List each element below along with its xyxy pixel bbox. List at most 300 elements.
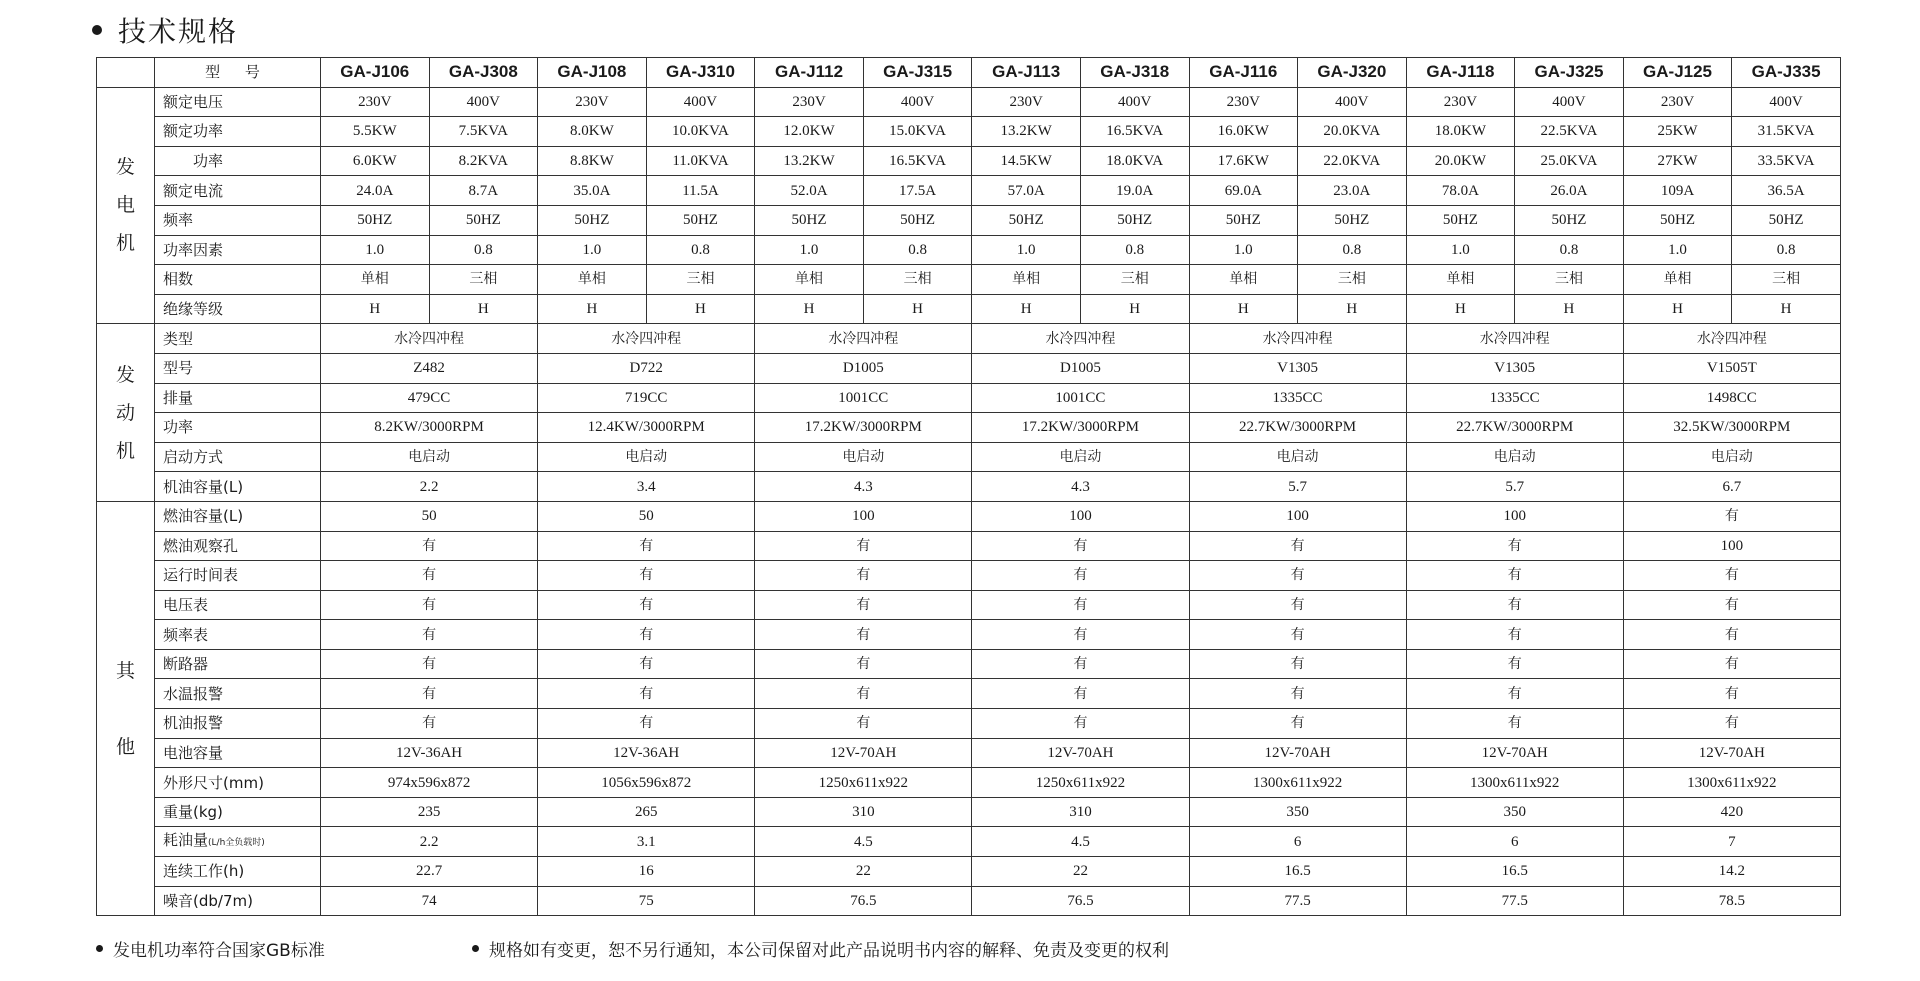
- value-cell: 12V-36AH: [538, 738, 755, 768]
- value-cell: 35.0A: [538, 176, 647, 206]
- value-cell: 16.5KVA: [1080, 117, 1189, 147]
- value-cell: 719CC: [538, 383, 755, 413]
- value-cell: 19.0A: [1080, 176, 1189, 206]
- value-cell: 有: [538, 709, 755, 739]
- value-cell: 109A: [1623, 176, 1732, 206]
- value-cell: 400V: [1515, 87, 1624, 117]
- table-row: [97, 738, 1841, 768]
- value-cell: 单相: [972, 265, 1081, 295]
- value-cell: 400V: [429, 87, 538, 117]
- row-label: [155, 886, 321, 916]
- table-row: [97, 590, 1841, 620]
- value-cell: 有: [1406, 561, 1623, 591]
- value-cell: 3.4: [538, 472, 755, 502]
- value-cell: 13.2KW: [972, 117, 1081, 147]
- table-row: [97, 117, 1841, 147]
- value-cell: 三相: [646, 265, 755, 295]
- value-cell: 5.7: [1406, 472, 1623, 502]
- footnote: [472, 936, 1169, 961]
- table-row: [97, 709, 1841, 739]
- row-label: [155, 857, 321, 887]
- model-name: GA-J318: [1080, 58, 1189, 88]
- table-row: [97, 561, 1841, 591]
- value-cell: 三相: [1298, 265, 1407, 295]
- value-cell: 12V-70AH: [755, 738, 972, 768]
- value-cell: 水冷四冲程: [1406, 324, 1623, 354]
- value-cell: 单相: [1189, 265, 1298, 295]
- value-cell: H: [755, 294, 864, 324]
- value-cell: 16.0KW: [1189, 117, 1298, 147]
- value-cell: 有: [321, 620, 538, 650]
- value-cell: 有: [1623, 561, 1840, 591]
- row-label: [155, 117, 321, 147]
- value-cell: 有: [972, 709, 1189, 739]
- value-cell: 26.0A: [1515, 176, 1624, 206]
- value-cell: 78.0A: [1406, 176, 1515, 206]
- value-cell: 4.3: [755, 472, 972, 502]
- table-row: [97, 857, 1841, 887]
- page-title-text: 技术规格: [118, 15, 239, 48]
- value-cell: 12.4KW/3000RPM: [538, 413, 755, 443]
- value-cell: 2.2: [321, 827, 538, 857]
- value-cell: 24.0A: [321, 176, 430, 206]
- value-cell: 单相: [1623, 265, 1732, 295]
- row-label-text: 功率: [193, 152, 224, 171]
- value-cell: 12V-70AH: [972, 738, 1189, 768]
- model-name: GA-J106: [321, 58, 430, 88]
- value-cell: 14.2: [1623, 857, 1840, 887]
- table-row: [97, 383, 1841, 413]
- value-cell: 三相: [1732, 265, 1841, 295]
- value-cell: 有: [321, 531, 538, 561]
- value-cell: 75: [538, 886, 755, 916]
- value-cell: V1305: [1189, 353, 1406, 383]
- value-cell: 三相: [863, 265, 972, 295]
- value-cell: 1.0: [1189, 235, 1298, 265]
- value-cell: 有: [1406, 679, 1623, 709]
- value-cell: 1.0: [321, 235, 430, 265]
- value-cell: 69.0A: [1189, 176, 1298, 206]
- row-label: [155, 146, 321, 176]
- value-cell: 230V: [1189, 87, 1298, 117]
- value-cell: 18.0KW: [1406, 117, 1515, 147]
- bullet-icon: [96, 945, 103, 952]
- value-cell: 230V: [1406, 87, 1515, 117]
- row-label-text: 连续工作(h): [163, 862, 245, 881]
- value-cell: 8.2KW/3000RPM: [321, 413, 538, 443]
- value-cell: 230V: [972, 87, 1081, 117]
- value-cell: 50HZ: [1080, 205, 1189, 235]
- generator-section-label: 发 电 机: [97, 87, 155, 324]
- value-cell: 400V: [1080, 87, 1189, 117]
- value-cell: V1505T: [1623, 353, 1840, 383]
- value-cell: 有: [755, 620, 972, 650]
- value-cell: 6: [1189, 827, 1406, 857]
- value-cell: 单相: [538, 265, 647, 295]
- value-cell: 11.5A: [646, 176, 755, 206]
- value-cell: 50HZ: [1298, 205, 1407, 235]
- value-cell: 50HZ: [1623, 205, 1732, 235]
- row-label: [155, 590, 321, 620]
- row-label-text: 耗油量: [163, 831, 209, 850]
- value-cell: 25KW: [1623, 117, 1732, 147]
- value-cell: 76.5: [972, 886, 1189, 916]
- row-label: [155, 501, 321, 531]
- value-cell: D722: [538, 353, 755, 383]
- row-label: [155, 265, 321, 295]
- value-cell: 有: [538, 620, 755, 650]
- value-cell: 1056x596x872: [538, 768, 755, 798]
- value-cell: 16: [538, 857, 755, 887]
- value-cell: H: [1623, 294, 1732, 324]
- value-cell: 1335CC: [1406, 383, 1623, 413]
- value-cell: H: [321, 294, 430, 324]
- value-cell: 22.5KVA: [1515, 117, 1624, 147]
- value-cell: H: [863, 294, 972, 324]
- model-name: GA-J116: [1189, 58, 1298, 88]
- value-cell: 0.8: [1080, 235, 1189, 265]
- value-cell: 1300x611x922: [1406, 768, 1623, 798]
- value-cell: 有: [321, 590, 538, 620]
- value-cell: 三相: [1515, 265, 1624, 295]
- value-cell: 12V-70AH: [1406, 738, 1623, 768]
- value-cell: 230V: [538, 87, 647, 117]
- value-cell: 0.8: [429, 235, 538, 265]
- value-cell: 1.0: [538, 235, 647, 265]
- value-cell: 0.8: [1732, 235, 1841, 265]
- model-name: GA-J308: [429, 58, 538, 88]
- value-cell: 17.2KW/3000RPM: [972, 413, 1189, 443]
- value-cell: 100: [1406, 501, 1623, 531]
- model-name: GA-J315: [863, 58, 972, 88]
- row-label: [155, 797, 321, 827]
- row-label: [155, 324, 321, 354]
- value-cell: 电启动: [321, 442, 538, 472]
- value-cell: 8.2KVA: [429, 146, 538, 176]
- value-cell: 57.0A: [972, 176, 1081, 206]
- value-cell: 33.5KVA: [1732, 146, 1841, 176]
- value-cell: 电启动: [538, 442, 755, 472]
- value-cell: 20.0KVA: [1298, 117, 1407, 147]
- value-cell: 有: [972, 649, 1189, 679]
- value-cell: 1250x611x922: [755, 768, 972, 798]
- value-cell: 17.2KW/3000RPM: [755, 413, 972, 443]
- spec-table: [96, 57, 1841, 916]
- value-cell: 1.0: [972, 235, 1081, 265]
- value-cell: 18.0KVA: [1080, 146, 1189, 176]
- table-row: [97, 649, 1841, 679]
- value-cell: 有: [755, 590, 972, 620]
- value-cell: 50: [538, 501, 755, 531]
- value-cell: 22.7: [321, 857, 538, 887]
- value-cell: 12V-70AH: [1189, 738, 1406, 768]
- table-row: [97, 501, 1841, 531]
- model-name: GA-J125: [1623, 58, 1732, 88]
- bullet-icon: [472, 945, 479, 952]
- row-label-text: 燃油观察孔: [163, 536, 239, 555]
- value-cell: H: [1080, 294, 1189, 324]
- value-cell: 100: [755, 501, 972, 531]
- value-cell: 有: [538, 679, 755, 709]
- row-label-text: 重量(kg): [163, 803, 223, 822]
- value-cell: 50HZ: [863, 205, 972, 235]
- page-title: [92, 10, 238, 50]
- row-label: [155, 531, 321, 561]
- row-label-text: 电压表: [163, 595, 209, 614]
- value-cell: 17.6KW: [1189, 146, 1298, 176]
- model-name: GA-J118: [1406, 58, 1515, 88]
- table-row: [97, 472, 1841, 502]
- value-cell: 单相: [755, 265, 864, 295]
- value-cell: 有: [755, 531, 972, 561]
- row-label-note: (L/h全负载时): [208, 838, 265, 849]
- footnote: [96, 936, 325, 961]
- model-name: GA-J325: [1515, 58, 1624, 88]
- value-cell: 77.5: [1406, 886, 1623, 916]
- value-cell: 有: [755, 709, 972, 739]
- value-cell: 265: [538, 797, 755, 827]
- value-cell: 2.2: [321, 472, 538, 502]
- value-cell: 有: [1189, 649, 1406, 679]
- value-cell: 电启动: [1189, 442, 1406, 472]
- value-cell: 50HZ: [1189, 205, 1298, 235]
- value-cell: 12.0KW: [755, 117, 864, 147]
- value-cell: 1300x611x922: [1623, 768, 1840, 798]
- table-row: [97, 324, 1841, 354]
- value-cell: 有: [1623, 649, 1840, 679]
- value-cell: 16.5: [1189, 857, 1406, 887]
- row-label: [155, 383, 321, 413]
- table-row: [97, 827, 1841, 857]
- value-cell: 电启动: [755, 442, 972, 472]
- value-cell: 有: [1189, 709, 1406, 739]
- row-label-text: 绝缘等级: [163, 300, 224, 319]
- value-cell: 1250x611x922: [972, 768, 1189, 798]
- row-label: [155, 205, 321, 235]
- table-row: [97, 442, 1841, 472]
- value-cell: 100: [972, 501, 1189, 531]
- row-label: [155, 176, 321, 206]
- value-cell: 76.5: [755, 886, 972, 916]
- row-label: [155, 353, 321, 383]
- value-cell: 52.0A: [755, 176, 864, 206]
- value-cell: 有: [1406, 709, 1623, 739]
- value-cell: 20.0KW: [1406, 146, 1515, 176]
- model-name: GA-J113: [972, 58, 1081, 88]
- value-cell: 有: [755, 649, 972, 679]
- table-header-row: [97, 58, 1841, 88]
- value-cell: D1005: [755, 353, 972, 383]
- row-label-text: 机油容量(L): [163, 477, 244, 496]
- row-label-text: 类型: [163, 329, 194, 348]
- value-cell: 有: [1189, 531, 1406, 561]
- value-cell: 14.5KW: [972, 146, 1081, 176]
- other-section-label: 其 他: [97, 501, 155, 915]
- value-cell: 1300x611x922: [1189, 768, 1406, 798]
- row-label-text: 功率: [163, 418, 194, 437]
- value-cell: 有: [1189, 679, 1406, 709]
- value-cell: 31.5KVA: [1732, 117, 1841, 147]
- footnotes: [96, 936, 1830, 962]
- value-cell: 12V-70AH: [1623, 738, 1840, 768]
- value-cell: 3.1: [538, 827, 755, 857]
- value-cell: 22.0KVA: [1298, 146, 1407, 176]
- value-cell: H: [1732, 294, 1841, 324]
- value-cell: 电启动: [1406, 442, 1623, 472]
- value-cell: 15.0KVA: [863, 117, 972, 147]
- value-cell: 50HZ: [755, 205, 864, 235]
- value-cell: 22: [972, 857, 1189, 887]
- row-label-text: 型号: [163, 359, 194, 378]
- model-name: GA-J112: [755, 58, 864, 88]
- row-label: [155, 472, 321, 502]
- value-cell: 4.5: [755, 827, 972, 857]
- value-cell: 有: [538, 649, 755, 679]
- value-cell: 有: [1623, 709, 1840, 739]
- value-cell: 水冷四冲程: [972, 324, 1189, 354]
- row-label-text: 运行时间表: [163, 566, 239, 585]
- value-cell: 50HZ: [538, 205, 647, 235]
- value-cell: 974x596x872: [321, 768, 538, 798]
- value-cell: H: [972, 294, 1081, 324]
- value-cell: 电启动: [1623, 442, 1840, 472]
- value-cell: H: [1515, 294, 1624, 324]
- row-label-text: 电池容量: [163, 743, 224, 762]
- value-cell: 5.7: [1189, 472, 1406, 502]
- value-cell: 400V: [863, 87, 972, 117]
- value-cell: H: [1298, 294, 1407, 324]
- value-cell: 17.5A: [863, 176, 972, 206]
- row-label: [155, 294, 321, 324]
- row-label-text: 功率因素: [163, 240, 224, 259]
- row-label: [155, 620, 321, 650]
- value-cell: 50: [321, 501, 538, 531]
- value-cell: 230V: [1623, 87, 1732, 117]
- row-label: [155, 442, 321, 472]
- table-row: [97, 768, 1841, 798]
- value-cell: 有: [321, 679, 538, 709]
- table-row: [97, 294, 1841, 324]
- value-cell: 235: [321, 797, 538, 827]
- value-cell: Z482: [321, 353, 538, 383]
- value-cell: 50HZ: [646, 205, 755, 235]
- row-label-text: 噪音(db/7m): [163, 891, 253, 910]
- value-cell: 单相: [1406, 265, 1515, 295]
- model-name: GA-J108: [538, 58, 647, 88]
- row-label-text: 燃油容量(L): [163, 507, 244, 526]
- value-cell: 7.5KVA: [429, 117, 538, 147]
- row-label: [155, 235, 321, 265]
- value-cell: 单相: [321, 265, 430, 295]
- value-cell: 16.5: [1406, 857, 1623, 887]
- value-cell: 13.2KW: [755, 146, 864, 176]
- table-row: [97, 176, 1841, 206]
- value-cell: 100: [1623, 531, 1840, 561]
- value-cell: 有: [538, 561, 755, 591]
- value-cell: 8.7A: [429, 176, 538, 206]
- value-cell: 1.0: [1623, 235, 1732, 265]
- value-cell: 有: [1623, 620, 1840, 650]
- value-cell: 有: [755, 561, 972, 591]
- row-label: [155, 768, 321, 798]
- value-cell: 水冷四冲程: [755, 324, 972, 354]
- row-label: [155, 738, 321, 768]
- row-label-text: 额定电流: [163, 181, 224, 200]
- value-cell: 50HZ: [1732, 205, 1841, 235]
- value-cell: H: [538, 294, 647, 324]
- bullet-icon: [92, 25, 102, 35]
- value-cell: 22.7KW/3000RPM: [1189, 413, 1406, 443]
- model-name: GA-J310: [646, 58, 755, 88]
- value-cell: 12V-36AH: [321, 738, 538, 768]
- value-cell: 50HZ: [1515, 205, 1624, 235]
- value-cell: 有: [321, 709, 538, 739]
- model-name: GA-J320: [1298, 58, 1407, 88]
- value-cell: D1005: [972, 353, 1189, 383]
- row-label: [155, 827, 321, 857]
- value-cell: 77.5: [1189, 886, 1406, 916]
- value-cell: 74: [321, 886, 538, 916]
- value-cell: H: [1406, 294, 1515, 324]
- value-cell: 310: [755, 797, 972, 827]
- value-cell: 有: [1406, 590, 1623, 620]
- value-cell: 50HZ: [321, 205, 430, 235]
- value-cell: 有: [755, 679, 972, 709]
- value-cell: 有: [1406, 620, 1623, 650]
- value-cell: H: [429, 294, 538, 324]
- value-cell: 0.8: [646, 235, 755, 265]
- value-cell: 水冷四冲程: [1623, 324, 1840, 354]
- value-cell: 230V: [755, 87, 864, 117]
- table-row: [97, 235, 1841, 265]
- value-cell: 479CC: [321, 383, 538, 413]
- table-row: [97, 353, 1841, 383]
- row-label: [155, 649, 321, 679]
- table-row: [97, 265, 1841, 295]
- row-label: [155, 709, 321, 739]
- value-cell: 有: [538, 531, 755, 561]
- row-label-text: 额定功率: [163, 122, 224, 141]
- row-label-text: 频率: [163, 211, 194, 230]
- value-cell: 10.0KVA: [646, 117, 755, 147]
- value-cell: 23.0A: [1298, 176, 1407, 206]
- value-cell: 25.0KVA: [1515, 146, 1624, 176]
- value-cell: 6: [1406, 827, 1623, 857]
- value-cell: 水冷四冲程: [321, 324, 538, 354]
- value-cell: 有: [538, 590, 755, 620]
- model-name: GA-J335: [1732, 58, 1841, 88]
- value-cell: 4.5: [972, 827, 1189, 857]
- value-cell: 350: [1189, 797, 1406, 827]
- value-cell: 有: [972, 620, 1189, 650]
- row-label-text: 相数: [163, 270, 194, 289]
- value-cell: 11.0KVA: [646, 146, 755, 176]
- table-row: [97, 679, 1841, 709]
- row-label: [155, 87, 321, 117]
- value-cell: H: [1189, 294, 1298, 324]
- value-cell: 310: [972, 797, 1189, 827]
- value-cell: 420: [1623, 797, 1840, 827]
- row-label-text: 额定电压: [163, 92, 224, 111]
- table-row: [97, 205, 1841, 235]
- table-row: [97, 797, 1841, 827]
- value-cell: 有: [1623, 679, 1840, 709]
- footnote-text: 发电机功率符合国家GB标准: [113, 941, 325, 961]
- value-cell: 400V: [646, 87, 755, 117]
- row-label: [155, 561, 321, 591]
- row-label: [155, 679, 321, 709]
- value-cell: 27KW: [1623, 146, 1732, 176]
